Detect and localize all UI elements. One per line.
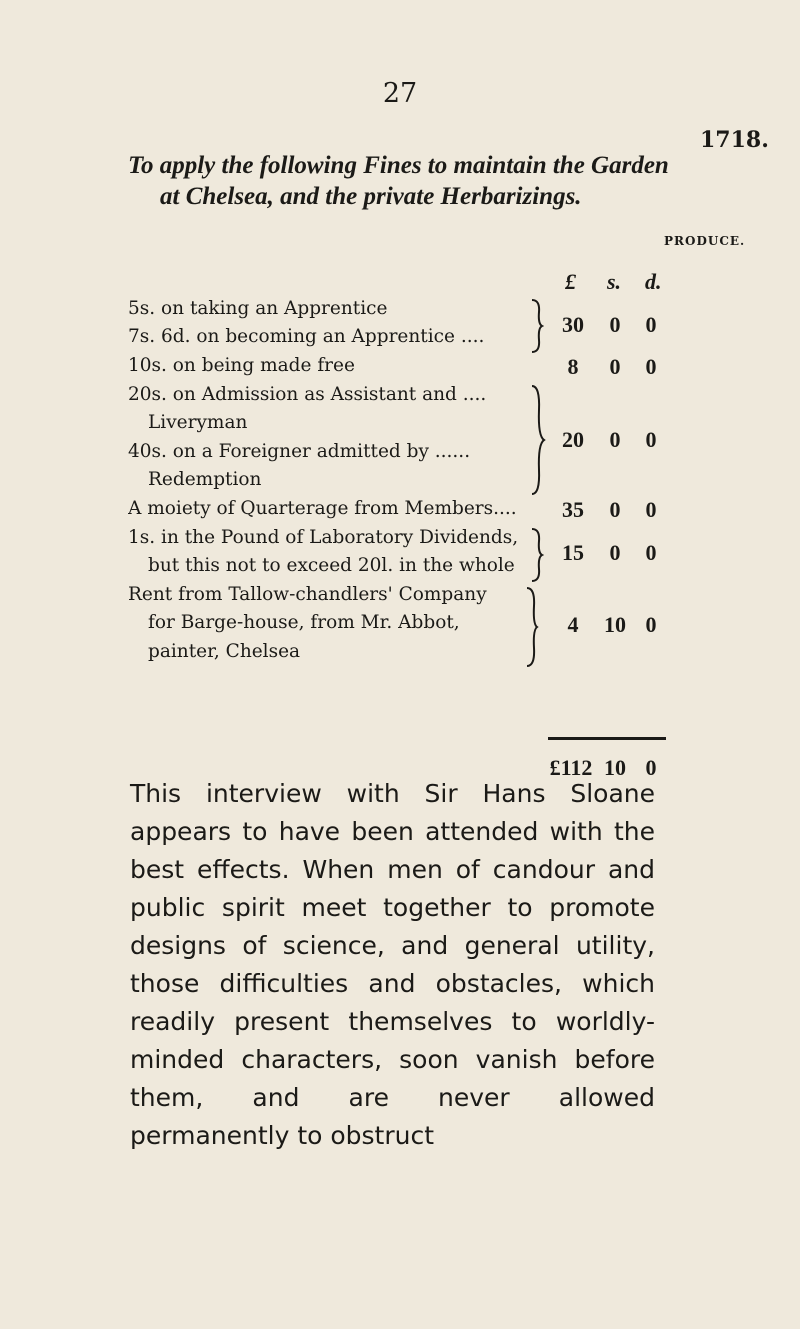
amount-pounds: 15 (562, 540, 584, 565)
shillings-header: s. (607, 269, 622, 294)
amount-shillings: 0 (609, 354, 621, 379)
pence-header: d. (645, 269, 662, 294)
title-line-2: at Chelsea, and the private Herbarizings. (160, 183, 582, 210)
total-shillings: 10 (604, 755, 626, 780)
total-pence: 0 (645, 755, 657, 780)
entry-line: 5s. on taking an Apprentice (128, 298, 388, 319)
amount-pounds: 8 (567, 354, 579, 379)
amount-shillings: 0 (609, 497, 621, 522)
total-pounds: £112 (549, 755, 593, 780)
amount-pounds: 35 (562, 497, 584, 522)
amount-shillings: 10 (604, 612, 626, 637)
pounds-header: £ (565, 269, 576, 294)
entry-line: Redemption (148, 469, 262, 490)
page-number: 27 (382, 78, 418, 109)
entry-line: Rent from Tallow-chandlers' Company (128, 584, 487, 605)
amount-pence: 0 (645, 354, 657, 379)
brace-icon (530, 527, 544, 587)
brace-icon (530, 298, 544, 358)
entry-line: Liveryman (148, 412, 248, 433)
entry-line: A moiety of Quarterage from Members.... (128, 498, 517, 519)
total-rule (548, 737, 666, 740)
entry-line: 1s. in the Pound of Laboratory Dividends, (128, 527, 519, 548)
entry-line: 7s. 6d. on becoming an Apprentice .... (128, 326, 485, 347)
entry-line: 10s. on being made free (128, 355, 355, 376)
entry-line: 40s. on a Foreigner admitted by ...... (128, 441, 471, 462)
amount-pounds: 20 (562, 427, 584, 452)
brace-icon (530, 384, 546, 500)
amount-pence: 0 (645, 497, 657, 522)
brace-icon (525, 586, 539, 672)
amount-shillings: 0 (609, 540, 621, 565)
body-paragraph: This interview with Sir Hans Sloane appears to have been attended with the best effects. When men of candour and public spirit meet together to promote designs of science, and general utility, those difficulties and obstacles, which readily present themselves to worldly-minded characters, soon vanish before them, and are never allowed permanently to obstruct (130, 779, 655, 1150)
amount-pence: 0 (645, 612, 657, 637)
amount-pence: 0 (645, 427, 657, 452)
amount-pounds: 30 (562, 312, 584, 337)
produce-header: PRODUCE. (664, 234, 746, 248)
year-label: 1718. (700, 127, 769, 153)
title-line-1: To apply the following Fines to maintain the Garden (128, 152, 669, 179)
entry-line: but this not to exceed 20l. in the whole (148, 555, 515, 576)
amount-pounds: 4 (567, 612, 579, 637)
amount-shillings: 0 (609, 312, 621, 337)
entry-line: for Barge-house, from Mr. Abbot, (148, 612, 460, 633)
amount-pence: 0 (645, 312, 657, 337)
amount-pence: 0 (645, 540, 657, 565)
entry-line: 20s. on Admission as Assistant and .... (128, 384, 487, 405)
entry-line: painter, Chelsea (148, 641, 301, 662)
amount-shillings: 0 (609, 427, 621, 452)
